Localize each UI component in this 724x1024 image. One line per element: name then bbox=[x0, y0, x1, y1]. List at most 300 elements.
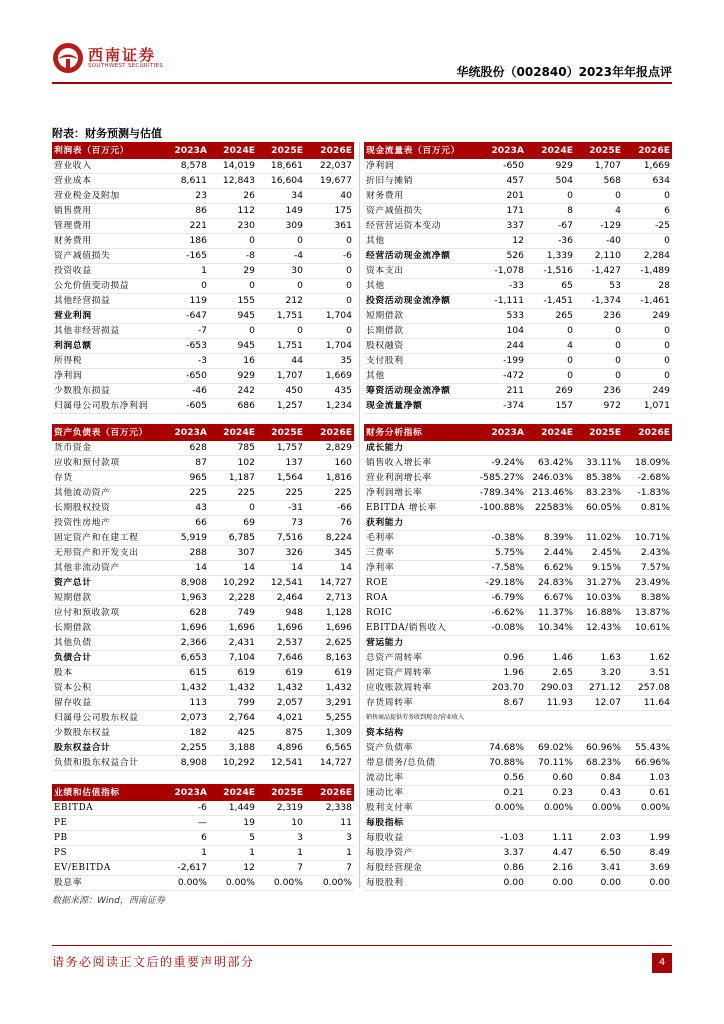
value-cell: 104 bbox=[476, 324, 526, 339]
table-row bbox=[52, 471, 354, 486]
value-cell: -650 bbox=[476, 159, 526, 174]
row-label: 现金流量净额 bbox=[364, 399, 476, 414]
value-cell: 435 bbox=[305, 384, 354, 399]
value-cell: 242 bbox=[209, 384, 257, 399]
row-label: 营业成本 bbox=[52, 174, 160, 189]
table-row bbox=[52, 399, 354, 414]
value-cell: 225 bbox=[257, 486, 305, 501]
value-cell: 0 bbox=[305, 324, 354, 339]
value-cell: 0 bbox=[575, 189, 623, 204]
value-cell: 7.57% bbox=[623, 561, 672, 576]
value-cell: 249 bbox=[623, 309, 672, 324]
row-label: 成长能力 bbox=[364, 441, 476, 456]
table-row bbox=[52, 546, 354, 561]
value-cell: 1,707 bbox=[257, 369, 305, 384]
table-row bbox=[364, 369, 672, 384]
value-cell: 86 bbox=[160, 204, 209, 219]
table-row bbox=[52, 876, 354, 891]
row-label: 股东权益合计 bbox=[52, 741, 160, 756]
section-title: 附表：财务预测与估值 bbox=[52, 127, 162, 140]
row-label: 财务费用 bbox=[52, 234, 160, 249]
value-cell: 5.75% bbox=[476, 546, 526, 561]
value-cell: -3 bbox=[160, 354, 209, 369]
value-cell: 0 bbox=[209, 501, 257, 516]
value-cell: 799 bbox=[209, 696, 257, 711]
value-cell: 0.00% bbox=[305, 876, 354, 891]
value-cell: 929 bbox=[209, 369, 257, 384]
value-cell: 73 bbox=[257, 516, 305, 531]
row-label: 其他经营损益 bbox=[52, 294, 160, 309]
table-row bbox=[364, 861, 672, 876]
value-cell: 0 bbox=[305, 279, 354, 294]
table-row bbox=[364, 354, 672, 369]
value-cell: 945 bbox=[209, 309, 257, 324]
value-cell: 23 bbox=[160, 189, 209, 204]
value-cell: 2,464 bbox=[257, 591, 305, 606]
table-row bbox=[52, 621, 354, 636]
row-label: 短期借款 bbox=[52, 591, 160, 606]
row-label: 投资收益 bbox=[52, 264, 160, 279]
row-label: 财务费用 bbox=[364, 189, 476, 204]
table-row bbox=[364, 876, 672, 891]
value-cell: -374 bbox=[476, 399, 526, 414]
value-cell: 160 bbox=[305, 456, 354, 471]
value-cell: 182 bbox=[160, 726, 209, 741]
value-cell: 2,319 bbox=[257, 801, 305, 816]
value-cell: 875 bbox=[257, 726, 305, 741]
table-row bbox=[364, 846, 672, 861]
value-cell: -31 bbox=[257, 501, 305, 516]
table-row bbox=[364, 486, 672, 501]
value-cell: 2,338 bbox=[305, 801, 354, 816]
value-cell: 212 bbox=[257, 294, 305, 309]
row-label: 经营营运资本变动 bbox=[364, 219, 476, 234]
row-label: ROIC bbox=[364, 606, 476, 621]
table-row bbox=[52, 369, 354, 384]
value-cell: 0 bbox=[209, 324, 257, 339]
value-cell: 1,669 bbox=[623, 159, 672, 174]
value-cell: 175 bbox=[305, 204, 354, 219]
value-cell bbox=[526, 636, 575, 651]
table-row bbox=[364, 696, 672, 711]
footer-divider bbox=[52, 945, 672, 946]
table-row bbox=[52, 309, 354, 324]
value-cell: 0 bbox=[575, 324, 623, 339]
row-label: PB bbox=[52, 831, 160, 846]
row-label: PS bbox=[52, 846, 160, 861]
value-cell bbox=[476, 441, 526, 456]
row-label: 筹资活动现金流净额 bbox=[364, 384, 476, 399]
row-label: 经营活动现金流净额 bbox=[364, 249, 476, 264]
table-row bbox=[364, 174, 672, 189]
value-cell: 5,919 bbox=[160, 531, 209, 546]
value-cell: 11.93 bbox=[526, 696, 575, 711]
value-cell: 60.96% bbox=[575, 741, 623, 756]
value-cell: 1 bbox=[257, 846, 305, 861]
value-cell: 10.71% bbox=[623, 531, 672, 546]
table-row bbox=[364, 591, 672, 606]
value-cell: 0.00% bbox=[257, 876, 305, 891]
value-cell: -605 bbox=[160, 399, 209, 414]
row-label: 应收账款周转率 bbox=[364, 681, 476, 696]
value-cell: 10.34% bbox=[526, 621, 575, 636]
value-cell: 785 bbox=[209, 441, 257, 456]
value-cell: 7 bbox=[257, 861, 305, 876]
table-row bbox=[364, 516, 672, 531]
value-cell: 8.49 bbox=[623, 846, 672, 861]
value-cell: -1,489 bbox=[623, 264, 672, 279]
value-cell: 6,785 bbox=[209, 531, 257, 546]
year-header-cell: 2023A bbox=[476, 142, 526, 159]
value-cell: 0 bbox=[526, 354, 575, 369]
table-row bbox=[52, 696, 354, 711]
value-cell: 1,707 bbox=[575, 159, 623, 174]
value-cell bbox=[623, 726, 672, 741]
table-row bbox=[52, 441, 354, 456]
row-label: 带息债务/总负债 bbox=[364, 756, 476, 771]
row-label: 折旧与摊销 bbox=[364, 174, 476, 189]
table-row bbox=[364, 621, 672, 636]
row-label: 营业收入 bbox=[52, 159, 160, 174]
row-label: 负债合计 bbox=[52, 651, 160, 666]
table-row bbox=[52, 681, 354, 696]
value-cell: 12.07 bbox=[575, 696, 623, 711]
value-cell: 12,541 bbox=[257, 756, 305, 771]
value-cell bbox=[476, 711, 526, 726]
year-header-cell: 2025E bbox=[257, 142, 305, 159]
row-label: 营业税金及附加 bbox=[52, 189, 160, 204]
table-row bbox=[364, 189, 672, 204]
value-cell: 7,516 bbox=[257, 531, 305, 546]
row-label: 存货周转率 bbox=[364, 696, 476, 711]
value-cell bbox=[575, 636, 623, 651]
value-cell: 4,021 bbox=[257, 711, 305, 726]
value-cell: 4,896 bbox=[257, 741, 305, 756]
row-label: 获利能力 bbox=[364, 516, 476, 531]
value-cell: 2.03 bbox=[575, 831, 623, 846]
value-cell: -6.62% bbox=[476, 606, 526, 621]
value-cell: 236 bbox=[575, 384, 623, 399]
value-cell: 12 bbox=[476, 234, 526, 249]
value-cell: — bbox=[160, 816, 209, 831]
row-label: 每股经营现金 bbox=[364, 861, 476, 876]
row-label: 总资产周转率 bbox=[364, 651, 476, 666]
value-cell: 0.21 bbox=[476, 786, 526, 801]
value-cell: 16.88% bbox=[575, 606, 623, 621]
row-label: 销售收入增长率 bbox=[364, 456, 476, 471]
value-cell: -2.68% bbox=[623, 471, 672, 486]
value-cell: 2,431 bbox=[209, 636, 257, 651]
value-cell: 0.00% bbox=[575, 801, 623, 816]
row-label: 公允价值变动损益 bbox=[52, 279, 160, 294]
value-cell: 230 bbox=[209, 219, 257, 234]
table-title-cell: 业绩和估值指标 bbox=[52, 784, 160, 801]
row-label: 资本支出 bbox=[364, 264, 476, 279]
value-cell: 10 bbox=[257, 816, 305, 831]
table-row bbox=[52, 531, 354, 546]
value-cell: 1.46 bbox=[526, 651, 575, 666]
value-cell: 1 bbox=[160, 846, 209, 861]
row-label: 资本公积 bbox=[52, 681, 160, 696]
value-cell: 8,224 bbox=[305, 531, 354, 546]
value-cell: 14 bbox=[209, 561, 257, 576]
value-cell: 3,291 bbox=[305, 696, 354, 711]
value-cell: 16,604 bbox=[257, 174, 305, 189]
value-cell: 30 bbox=[257, 264, 305, 279]
value-cell bbox=[476, 816, 526, 831]
row-label: EBITDA bbox=[52, 801, 160, 816]
table-row bbox=[52, 606, 354, 621]
table-row bbox=[52, 354, 354, 369]
table-row bbox=[52, 174, 354, 189]
value-cell: 3.20 bbox=[575, 666, 623, 681]
value-cell bbox=[526, 441, 575, 456]
value-cell: 213.46% bbox=[526, 486, 575, 501]
value-cell: 8.38% bbox=[623, 591, 672, 606]
table-row bbox=[52, 264, 354, 279]
value-cell: 1,309 bbox=[305, 726, 354, 741]
value-cell: 10.61% bbox=[623, 621, 672, 636]
value-cell: -1,427 bbox=[575, 264, 623, 279]
value-cell: -653 bbox=[160, 339, 209, 354]
value-cell: -1,451 bbox=[526, 294, 575, 309]
value-cell: 6.62% bbox=[526, 561, 575, 576]
year-header-cell: 2023A bbox=[160, 424, 209, 441]
row-label: 固定资产周转率 bbox=[364, 666, 476, 681]
year-header-cell: 2023A bbox=[476, 424, 526, 441]
value-cell: 0 bbox=[257, 324, 305, 339]
value-cell: 7,104 bbox=[209, 651, 257, 666]
row-label: 少数股东权益 bbox=[52, 726, 160, 741]
value-cell: 945 bbox=[209, 339, 257, 354]
value-cell: -789.34% bbox=[476, 486, 526, 501]
value-cell: 157 bbox=[526, 399, 575, 414]
value-cell: 1,339 bbox=[526, 249, 575, 264]
table-row bbox=[364, 816, 672, 831]
table-row bbox=[52, 324, 354, 339]
value-cell: 0 bbox=[575, 339, 623, 354]
value-cell: -6.79% bbox=[476, 591, 526, 606]
income-statement-table bbox=[52, 142, 354, 414]
table-header-row bbox=[364, 142, 672, 159]
value-cell: 246.03% bbox=[526, 471, 575, 486]
value-cell: 171 bbox=[476, 204, 526, 219]
value-cell: 450 bbox=[257, 384, 305, 399]
value-cell: -1,374 bbox=[575, 294, 623, 309]
value-cell: 44 bbox=[257, 354, 305, 369]
value-cell: 0 bbox=[305, 234, 354, 249]
table-row bbox=[52, 846, 354, 861]
row-label: EV/EBITDA bbox=[52, 861, 160, 876]
row-label: 其他流动资产 bbox=[52, 486, 160, 501]
value-cell: 14,019 bbox=[209, 159, 257, 174]
value-cell: 2,228 bbox=[209, 591, 257, 606]
value-cell: 0.23 bbox=[526, 786, 575, 801]
year-header-cell: 2024E bbox=[209, 142, 257, 159]
value-cell: -40 bbox=[575, 234, 623, 249]
value-cell: 0.84 bbox=[575, 771, 623, 786]
value-cell: 1,704 bbox=[305, 339, 354, 354]
value-cell: 225 bbox=[160, 486, 209, 501]
value-cell: 2,110 bbox=[575, 249, 623, 264]
value-cell: -1.83% bbox=[623, 486, 672, 501]
value-cell bbox=[575, 711, 623, 726]
value-cell: 10,292 bbox=[209, 576, 257, 591]
table-row bbox=[52, 861, 354, 876]
value-cell: 3.51 bbox=[623, 666, 672, 681]
value-cell: 76 bbox=[305, 516, 354, 531]
value-cell: 288 bbox=[160, 546, 209, 561]
value-cell: 8.39% bbox=[526, 531, 575, 546]
table-row bbox=[52, 651, 354, 666]
value-cell: 533 bbox=[476, 309, 526, 324]
value-cell: 6,565 bbox=[305, 741, 354, 756]
value-cell: 0 bbox=[209, 279, 257, 294]
value-cell: 6 bbox=[160, 831, 209, 846]
table-row bbox=[52, 219, 354, 234]
value-cell: 337 bbox=[476, 219, 526, 234]
value-cell: 0 bbox=[575, 369, 623, 384]
row-label: 速动比率 bbox=[364, 786, 476, 801]
value-cell: 265 bbox=[526, 309, 575, 324]
table-row bbox=[52, 204, 354, 219]
table-row bbox=[52, 339, 354, 354]
value-cell: 23.49% bbox=[623, 576, 672, 591]
value-cell: 221 bbox=[160, 219, 209, 234]
value-cell: -165 bbox=[160, 249, 209, 264]
value-cell: 686 bbox=[209, 399, 257, 414]
year-header-cell: 2024E bbox=[526, 424, 575, 441]
value-cell: 2.65 bbox=[526, 666, 575, 681]
year-header-cell: 2024E bbox=[526, 142, 575, 159]
value-cell: 0 bbox=[160, 279, 209, 294]
value-cell: 361 bbox=[305, 219, 354, 234]
value-cell bbox=[575, 441, 623, 456]
value-cell: -67 bbox=[526, 219, 575, 234]
value-cell: 1,816 bbox=[305, 471, 354, 486]
year-header-cell: 2025E bbox=[575, 424, 623, 441]
data-source-note: 数据来源：Wind，西南证券 bbox=[52, 896, 165, 906]
value-cell bbox=[476, 636, 526, 651]
table-row bbox=[52, 576, 354, 591]
cashflow-statement-table bbox=[364, 142, 672, 414]
year-header-cell: 2026E bbox=[623, 142, 672, 159]
value-cell: 12.43% bbox=[575, 621, 623, 636]
table-row bbox=[52, 756, 354, 771]
row-label: 投资性房地产 bbox=[52, 516, 160, 531]
value-cell: 8,578 bbox=[160, 159, 209, 174]
table-row bbox=[364, 561, 672, 576]
value-cell: 74.68% bbox=[476, 741, 526, 756]
row-label: 销售费用 bbox=[52, 204, 160, 219]
value-cell: 634 bbox=[623, 174, 672, 189]
value-cell: 1.63 bbox=[575, 651, 623, 666]
value-cell: 211 bbox=[476, 384, 526, 399]
table-row bbox=[364, 264, 672, 279]
value-cell: 0.96 bbox=[476, 651, 526, 666]
financial-analysis-table bbox=[364, 424, 672, 891]
table-row bbox=[52, 636, 354, 651]
table-row bbox=[52, 516, 354, 531]
year-header-cell: 2024E bbox=[209, 784, 257, 801]
table-row bbox=[52, 831, 354, 846]
value-cell: 149 bbox=[257, 204, 305, 219]
value-cell: 2.45% bbox=[575, 546, 623, 561]
value-cell: 0.00 bbox=[575, 876, 623, 891]
table-row bbox=[364, 606, 672, 621]
table-row bbox=[364, 384, 672, 399]
table-row bbox=[364, 756, 672, 771]
row-label: 净利润 bbox=[364, 159, 476, 174]
value-cell bbox=[526, 711, 575, 726]
value-cell: 12,843 bbox=[209, 174, 257, 189]
value-cell: -8 bbox=[209, 249, 257, 264]
row-label: 应付和预收款项 bbox=[52, 606, 160, 621]
value-cell bbox=[575, 726, 623, 741]
column-divider bbox=[359, 142, 360, 888]
value-cell: 11.37% bbox=[526, 606, 575, 621]
value-cell: 1,751 bbox=[257, 309, 305, 324]
row-label: 利润总额 bbox=[52, 339, 160, 354]
row-label: 其他 bbox=[364, 234, 476, 249]
value-cell: 18,661 bbox=[257, 159, 305, 174]
value-cell: -36 bbox=[526, 234, 575, 249]
value-cell: 628 bbox=[160, 606, 209, 621]
value-cell: 0 bbox=[575, 354, 623, 369]
row-label: PE bbox=[52, 816, 160, 831]
value-cell: -7 bbox=[160, 324, 209, 339]
value-cell: 63.42% bbox=[526, 456, 575, 471]
value-cell: 0.56 bbox=[476, 771, 526, 786]
table-row bbox=[52, 816, 354, 831]
table-row bbox=[364, 666, 672, 681]
value-cell: 1,432 bbox=[305, 681, 354, 696]
value-cell: 619 bbox=[305, 666, 354, 681]
value-cell: 0.00% bbox=[209, 876, 257, 891]
table-row bbox=[52, 234, 354, 249]
value-cell: 18.09% bbox=[623, 456, 672, 471]
value-cell: 0.00% bbox=[160, 876, 209, 891]
row-label: 资产总计 bbox=[52, 576, 160, 591]
value-cell: 1,187 bbox=[209, 471, 257, 486]
value-cell: 0 bbox=[623, 324, 672, 339]
table-row bbox=[364, 249, 672, 264]
value-cell: 1,432 bbox=[209, 681, 257, 696]
value-cell: 1,234 bbox=[305, 399, 354, 414]
value-cell: 66 bbox=[160, 516, 209, 531]
footer-disclaimer: 请务必阅读正文后的重要声明部分 bbox=[52, 955, 255, 969]
table-title-cell: 财务分析指标 bbox=[364, 424, 476, 441]
row-label: 营业利润增长率 bbox=[364, 471, 476, 486]
row-label: ROA bbox=[364, 591, 476, 606]
value-cell: 1,669 bbox=[305, 369, 354, 384]
row-label: 负债和股东权益合计 bbox=[52, 756, 160, 771]
value-cell: 65 bbox=[526, 279, 575, 294]
value-cell: 225 bbox=[209, 486, 257, 501]
value-cell: 6.50 bbox=[575, 846, 623, 861]
value-cell: 1,751 bbox=[257, 339, 305, 354]
value-cell: 8 bbox=[526, 204, 575, 219]
table-row bbox=[364, 279, 672, 294]
table-row bbox=[364, 204, 672, 219]
value-cell: 1,696 bbox=[160, 621, 209, 636]
value-cell: -647 bbox=[160, 309, 209, 324]
value-cell: 1 bbox=[160, 264, 209, 279]
value-cell: 249 bbox=[623, 384, 672, 399]
value-cell: 0.00 bbox=[623, 876, 672, 891]
table-title-cell: 资产负债表（百万元） bbox=[52, 424, 160, 441]
value-cell: 5,255 bbox=[305, 711, 354, 726]
